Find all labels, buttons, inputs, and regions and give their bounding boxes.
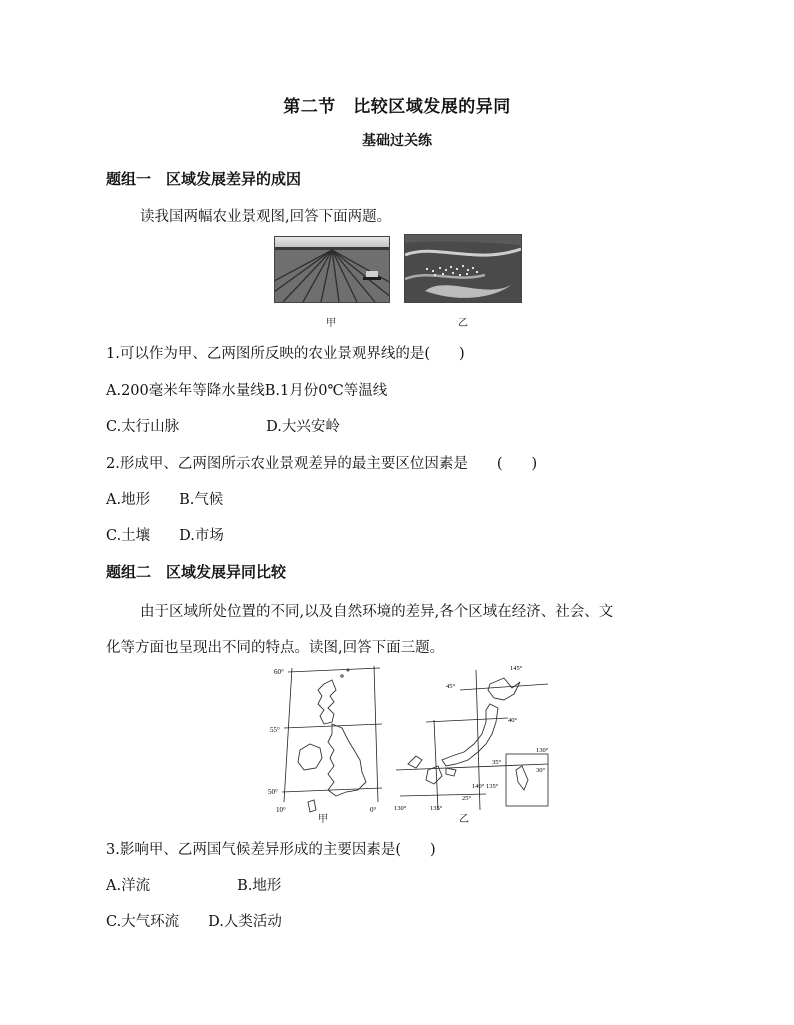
question-2-options-line2: C.土壤 D.市场 [106, 528, 224, 544]
map-british-isles [262, 662, 386, 824]
photo-caption-jia: 甲 [326, 318, 336, 329]
question-3-stem: 3.影响甲、乙两国气候差异形成的主要因素是( ) [106, 842, 436, 858]
grassland-photo-graphic [405, 235, 521, 302]
map2-label: 135° [430, 805, 443, 812]
map2-label: 35° [492, 759, 502, 766]
section-heading-group2: 题组二 区域发展异同比较 [106, 563, 287, 581]
map2-grid-labels [394, 665, 549, 812]
question-3-options-line2: C.大气环流 D.人类活动 [106, 914, 282, 930]
map2-label: 130° [536, 747, 549, 754]
map1-lat-label: 55° [270, 726, 280, 734]
map2-label: 40° [508, 717, 518, 724]
map1-lon-label: 0° [370, 806, 377, 814]
question-1-options-line1: A.200毫米年等降水量线B.1月份0℃等温线 [106, 383, 388, 399]
map1-lat-label: 60° [274, 668, 284, 676]
map1-lat-label: 50° [268, 788, 278, 796]
question-1-stem: 1.可以作为甲、乙两图所反映的农业景观界线的是( ) [106, 346, 465, 362]
question-3-options-line1: A.洋流 B.地形 [106, 878, 282, 894]
map2-label: 135° [486, 783, 499, 790]
photo-caption-yi: 乙 [458, 318, 468, 329]
group1-intro: 读我国两幅农业景观图,回答下面两题。 [140, 209, 392, 225]
map-caption-yi: 乙 [459, 814, 469, 825]
map2-label: 140° [472, 783, 485, 790]
page-title: 第二节 比较区域发展的异同 [283, 97, 511, 117]
question-2-options-line1: A.地形 B.气候 [106, 492, 224, 508]
map2-label: 45° [446, 683, 456, 690]
map-japan [386, 660, 552, 820]
map2-label: 25° [462, 795, 472, 802]
grassland-photo [404, 234, 522, 303]
group2-intro-line2: 化等方面也呈现出不同的特点。读图,回答下面三题。 [106, 640, 445, 656]
page-subtitle: 基础过关练 [362, 133, 432, 149]
map2-label: 145° [510, 665, 523, 672]
map2-label: 130° [394, 805, 407, 812]
farmland-photo-graphic [275, 237, 389, 302]
question-2-stem: 2.形成甲、乙两图所示农业景观差异的最主要区位因素是 ( ) [106, 456, 538, 472]
question-1-options-line2: C.太行山脉 D.大兴安岭 [106, 419, 340, 435]
map1-lon-label: 10° [276, 806, 286, 814]
map-caption-jia: 甲 [318, 814, 328, 825]
farmland-photo [274, 236, 390, 303]
group2-intro-line1: 由于区域所处位置的不同,以及自然环境的差异,各个区域在经济、社会、文 [140, 604, 614, 620]
map2-label: 30° [536, 767, 546, 774]
section-heading-group1: 题组一 区域发展差异的成因 [106, 170, 302, 188]
